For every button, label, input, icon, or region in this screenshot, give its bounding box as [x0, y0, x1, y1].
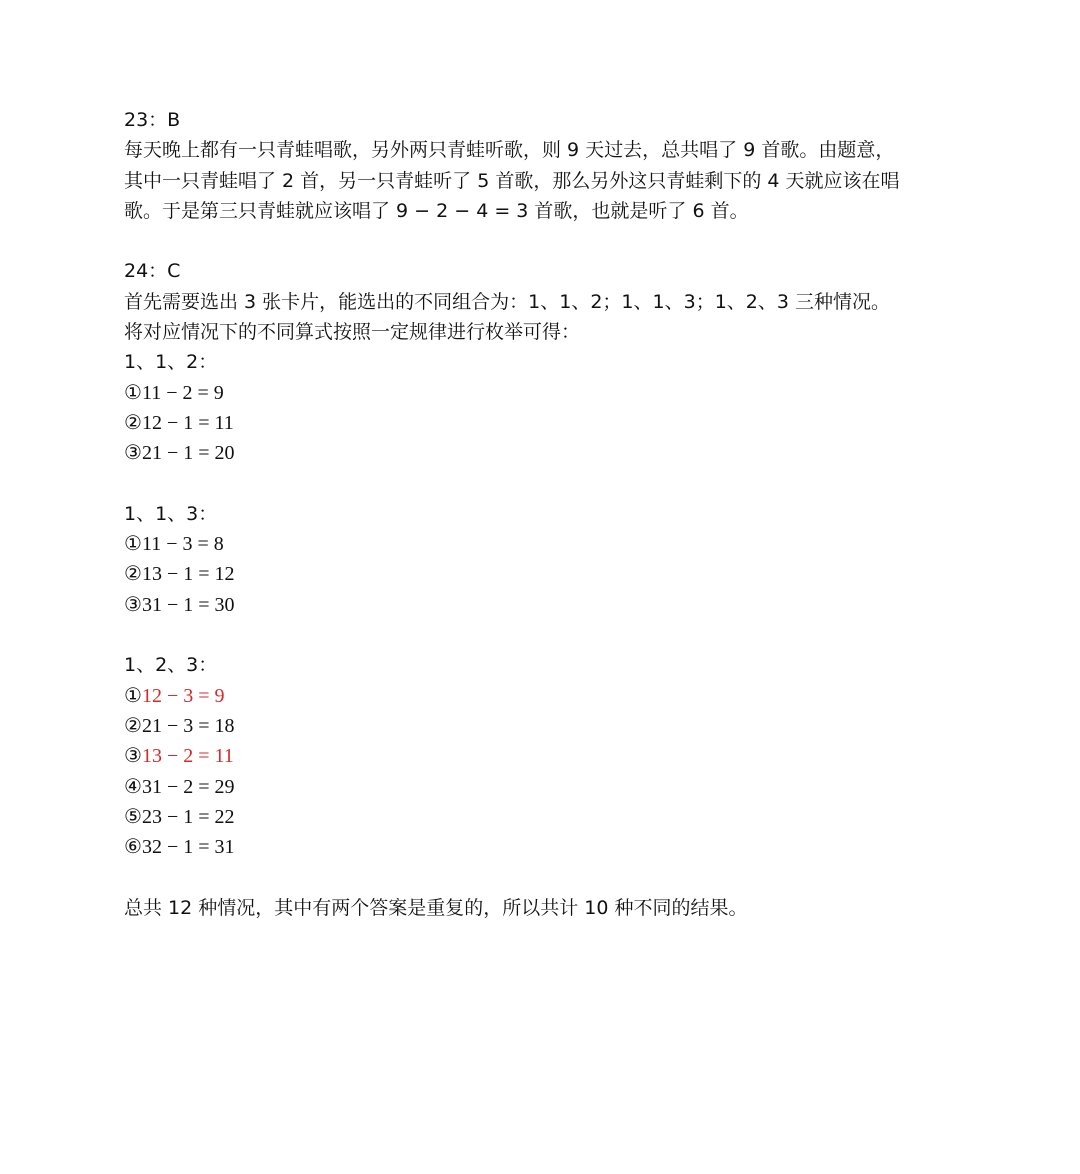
circled-number: ①: [124, 684, 142, 707]
equation-row: [124, 378, 984, 408]
equation-row: [124, 438, 984, 468]
q23-line-3: 歌。于是第三只青蛙就应该唱了 9 − 2 − 4 = 3 首歌，也就是听了 6 首。: [124, 199, 749, 222]
equation-row: [124, 590, 984, 620]
circled-number: ③: [124, 442, 142, 465]
group-label: 1、1、3：: [124, 502, 218, 525]
spacer: [124, 469, 984, 499]
equation: 11 − 2 = 9: [141, 381, 224, 404]
equation: 31 − 1 = 30: [141, 593, 235, 616]
circled-number: ②: [124, 714, 142, 737]
equation-row: [124, 711, 984, 741]
q23-line-2: 其中一只青蛙唱了 2 首，另一只青蛙听了 5 首歌，那么另外这只青蛙剩下的 4 天就应该在唱: [124, 169, 900, 192]
equation-row: [124, 802, 984, 832]
circled-number: ②: [124, 563, 142, 586]
equation-row: [124, 832, 984, 862]
equation-row: [124, 681, 984, 711]
circled-number: ①: [124, 533, 142, 556]
equation-row: [124, 559, 984, 589]
circled-number: ⑥: [124, 836, 142, 859]
circled-number: ②: [124, 411, 142, 434]
group-label: 1、1、2：: [124, 351, 218, 374]
equation: 32 − 1 = 31: [141, 836, 235, 859]
equation-duplicate-highlighted: 12 − 3 = 9: [141, 684, 225, 707]
equation: 13 − 1 = 12: [141, 563, 235, 586]
equation: 12 − 1 = 11: [141, 411, 234, 434]
equation: 21 − 1 = 20: [141, 442, 235, 465]
equation: 23 − 1 = 22: [141, 805, 235, 828]
solution-document: [124, 105, 984, 923]
equation: 11 − 3 = 8: [141, 533, 224, 556]
circled-number: ⑤: [124, 805, 142, 828]
equation-row: [124, 772, 984, 802]
equation-row: [124, 741, 984, 771]
spacer: [124, 620, 984, 650]
q24-conclusion: 总共 12 种情况，其中有两个答案是重复的，所以共计 10 种不同的结果。: [124, 896, 748, 919]
spacer: [124, 862, 984, 892]
q24-intro-2: 将对应情况下的不同算式按照一定规律进行枚举可得：: [124, 321, 581, 344]
circled-number: ①: [124, 381, 142, 404]
circled-number: ③: [124, 593, 142, 616]
q24-intro-1: 首先需要选出 3 张卡片，能选出的不同组合为：1、1、2；1、1、3；1、2、3 三种情况。: [124, 290, 891, 313]
q23-line-1: 每天晚上都有一只青蛙唱歌，另外两只青蛙听歌，则 9 天过去，总共唱了 9 首歌。由题意，: [124, 139, 895, 162]
equation-row: [124, 408, 984, 438]
q23-heading: 23：B: [124, 109, 181, 131]
spacer: [124, 226, 984, 256]
equation-row: [124, 529, 984, 559]
q24-heading: 24：C: [124, 260, 181, 283]
equation: 21 − 3 = 18: [141, 714, 235, 737]
group-label: 1、2、3：: [124, 654, 218, 677]
circled-number: ③: [124, 745, 142, 768]
equation-duplicate-highlighted: 13 − 2 = 11: [141, 745, 234, 768]
equation: 31 − 2 = 29: [141, 775, 235, 798]
circled-number: ④: [124, 775, 142, 798]
